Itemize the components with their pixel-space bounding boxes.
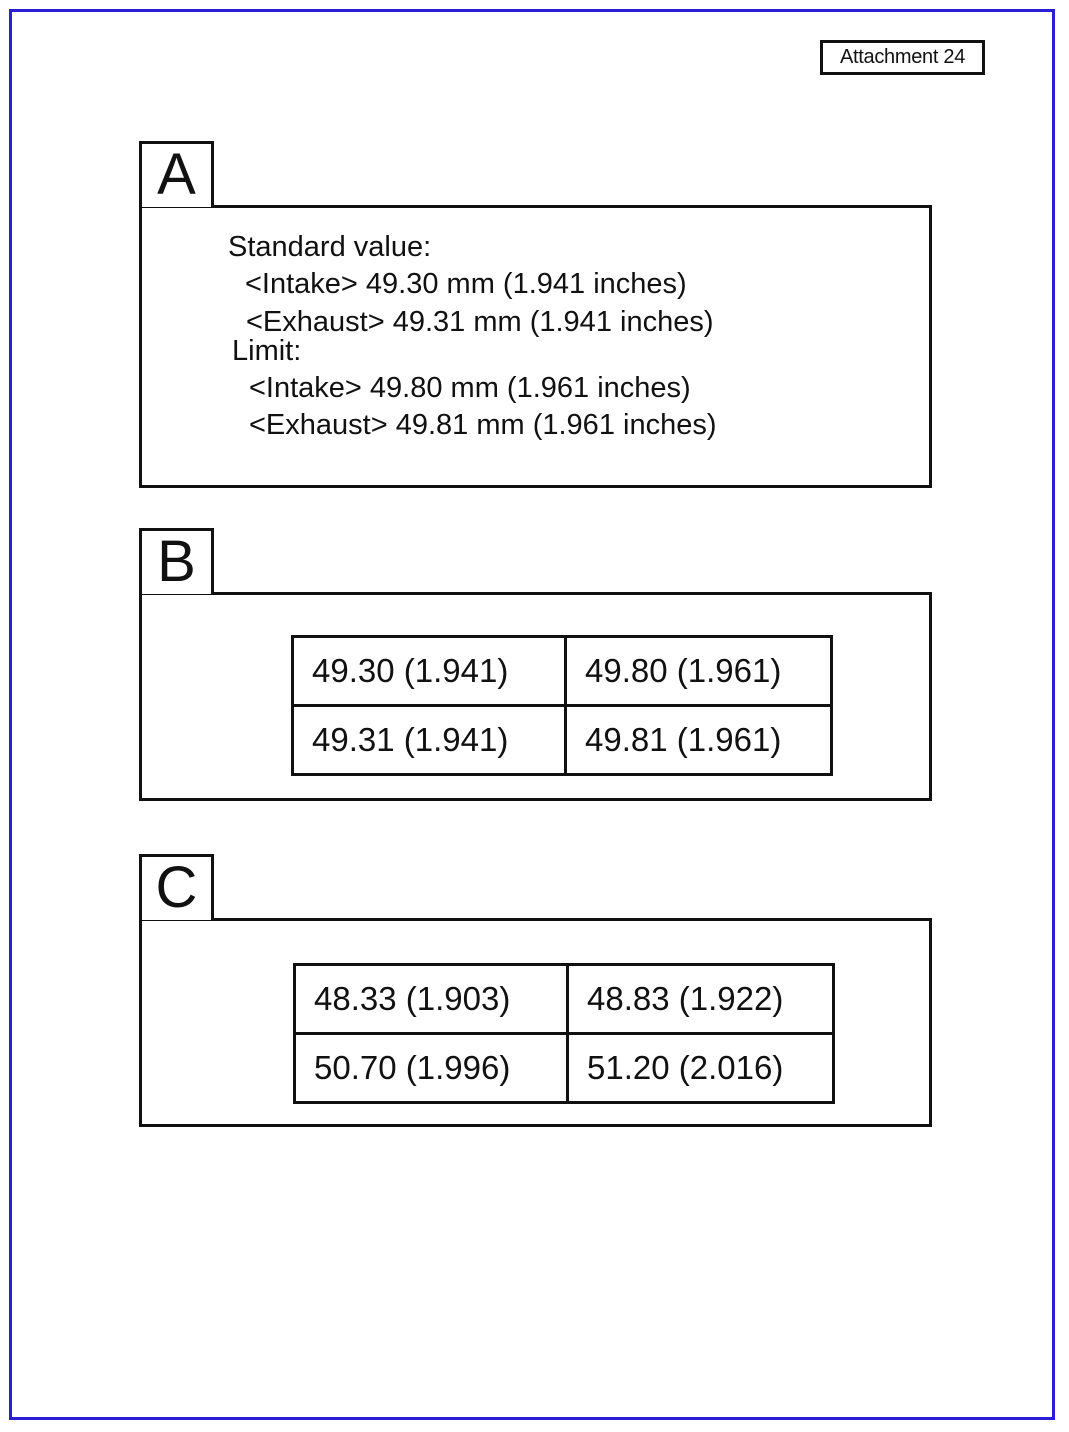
table-cell: 49.30 (1.941) bbox=[293, 637, 566, 706]
table-cell: 48.83 (1.922) bbox=[568, 965, 834, 1034]
attachment-label: Attachment 24 bbox=[820, 40, 985, 75]
table-row bbox=[293, 706, 832, 775]
standard-exhaust-value: <Exhaust> 49.31 mm (1.941 inches) bbox=[246, 306, 714, 338]
section-tab-a: A bbox=[139, 141, 214, 207]
table-row bbox=[295, 965, 834, 1034]
section-tab-c: C bbox=[139, 854, 214, 920]
limit-heading: Limit: bbox=[232, 335, 302, 367]
limit-intake-value: <Intake> 49.80 mm (1.961 inches) bbox=[249, 372, 691, 404]
section-panel-c bbox=[139, 918, 932, 1127]
section-panel-b bbox=[139, 592, 932, 801]
table-row bbox=[295, 1034, 834, 1103]
table-row bbox=[293, 637, 832, 706]
table-cell: 49.31 (1.941) bbox=[293, 706, 566, 775]
section-panel-a bbox=[139, 205, 932, 488]
limit-exhaust-value: <Exhaust> 49.81 mm (1.961 inches) bbox=[249, 409, 717, 441]
standard-intake-value: <Intake> 49.30 mm (1.941 inches) bbox=[245, 268, 687, 300]
table-cell: 49.81 (1.961) bbox=[566, 706, 832, 775]
table-cell: 50.70 (1.996) bbox=[295, 1034, 568, 1103]
table-cell: 48.33 (1.903) bbox=[295, 965, 568, 1034]
value-table-b bbox=[291, 635, 833, 776]
table-cell: 49.80 (1.961) bbox=[566, 637, 832, 706]
standard-value-heading: Standard value: bbox=[228, 231, 432, 263]
table-cell: 51.20 (2.016) bbox=[568, 1034, 834, 1103]
value-table-c bbox=[293, 963, 835, 1104]
section-tab-b: B bbox=[139, 528, 214, 594]
